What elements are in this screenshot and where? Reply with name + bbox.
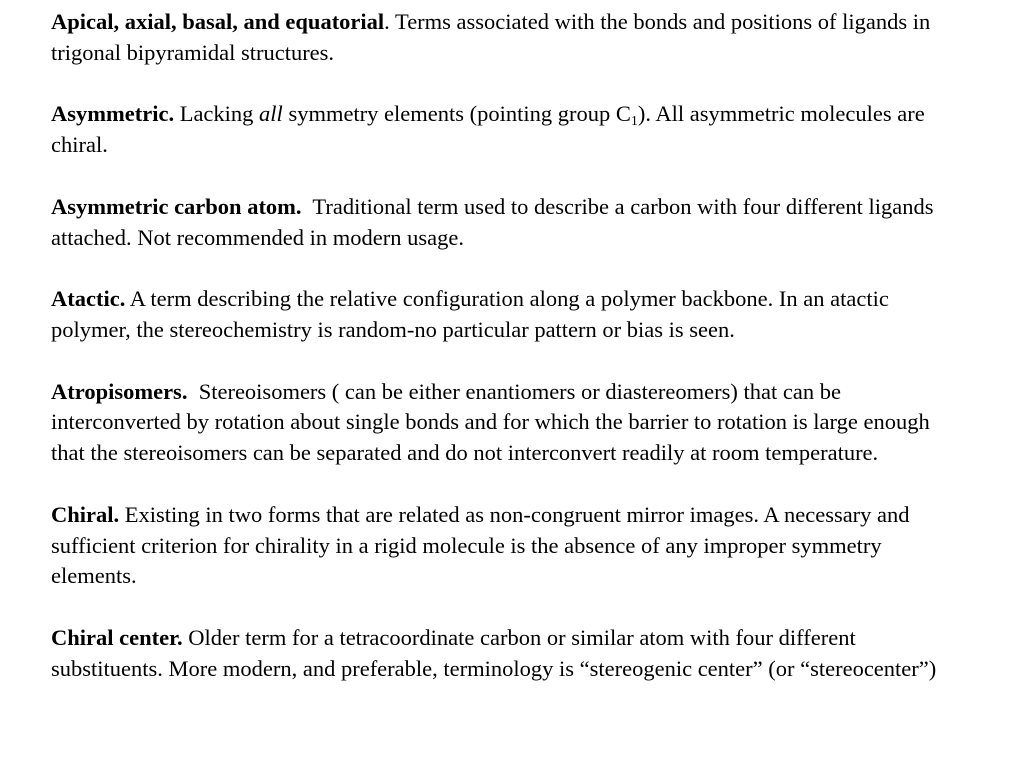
definition-asymmetric-carbon: Traditional term used to describe a carbon with four different ligands attached. Not recommended in modern usage. [51, 193, 940, 250]
definition-atactic: A term describing the relative configuration along a polymer backbone. In an atactic polymer, the stereochemistry is random-no particular pattern or bias is seen. [51, 286, 889, 342]
point-group-subscript: 1 [630, 114, 638, 130]
glossary-entry-atropisomers [51, 377, 966, 469]
definition-asymmetric-part-3: ). All asymmetric molecules are chiral. [51, 101, 925, 158]
glossary-document [51, 7, 966, 715]
term-chiral-center: Chiral center. [51, 624, 183, 650]
term-atactic: Atactic. [51, 286, 126, 312]
glossary-entry-asymmetric [51, 99, 966, 161]
definition-asymmetric-part-1: Lacking [174, 101, 260, 127]
term-asymmetric: Asymmetric. [51, 101, 175, 127]
term-apical: Apical, axial, basal, and equatorial [51, 9, 385, 34]
definition-apical: . Terms associated with the bonds and positions of ligands in trigonal bipyramidal structures. [51, 9, 931, 65]
term-atropisomers: Atropisomers. [51, 378, 188, 404]
glossary-entry-chiral-center [51, 623, 966, 685]
definition-asymmetric-emphasis: all [259, 101, 283, 127]
glossary-entry-chiral [51, 500, 966, 592]
glossary-entry-asymmetric-carbon [51, 192, 966, 254]
definition-chiral: Existing in two forms that are related as non-congruent mirror images. A necessary and sufficient criterion for chirality in a rigid molecule is the absence of any improper symmetry elements. [51, 501, 910, 589]
definition-asymmetric-part-2: symmetry elements (pointing group C [282, 101, 631, 127]
definition-atropisomers: Stereoisomers ( can be either enantiomers or diastereomers) that can be interconverted by rotation about single bonds and for which the barrier to rotation is large enough that the stereoisomers can be separated and do not interconvert readily at room temperature. [51, 378, 936, 466]
definition-chiral-center: Older term for a tetracoordinate carbon or similar atom with four different substituents. More modern, and preferable, terminology is “stereogenic center” (or “stereocenter”) [51, 624, 937, 681]
glossary-entry-apical [51, 7, 966, 69]
term-asymmetric-carbon: Asymmetric carbon atom. [51, 193, 302, 219]
term-chiral: Chiral. [51, 501, 120, 527]
glossary-entry-atactic [51, 284, 966, 346]
